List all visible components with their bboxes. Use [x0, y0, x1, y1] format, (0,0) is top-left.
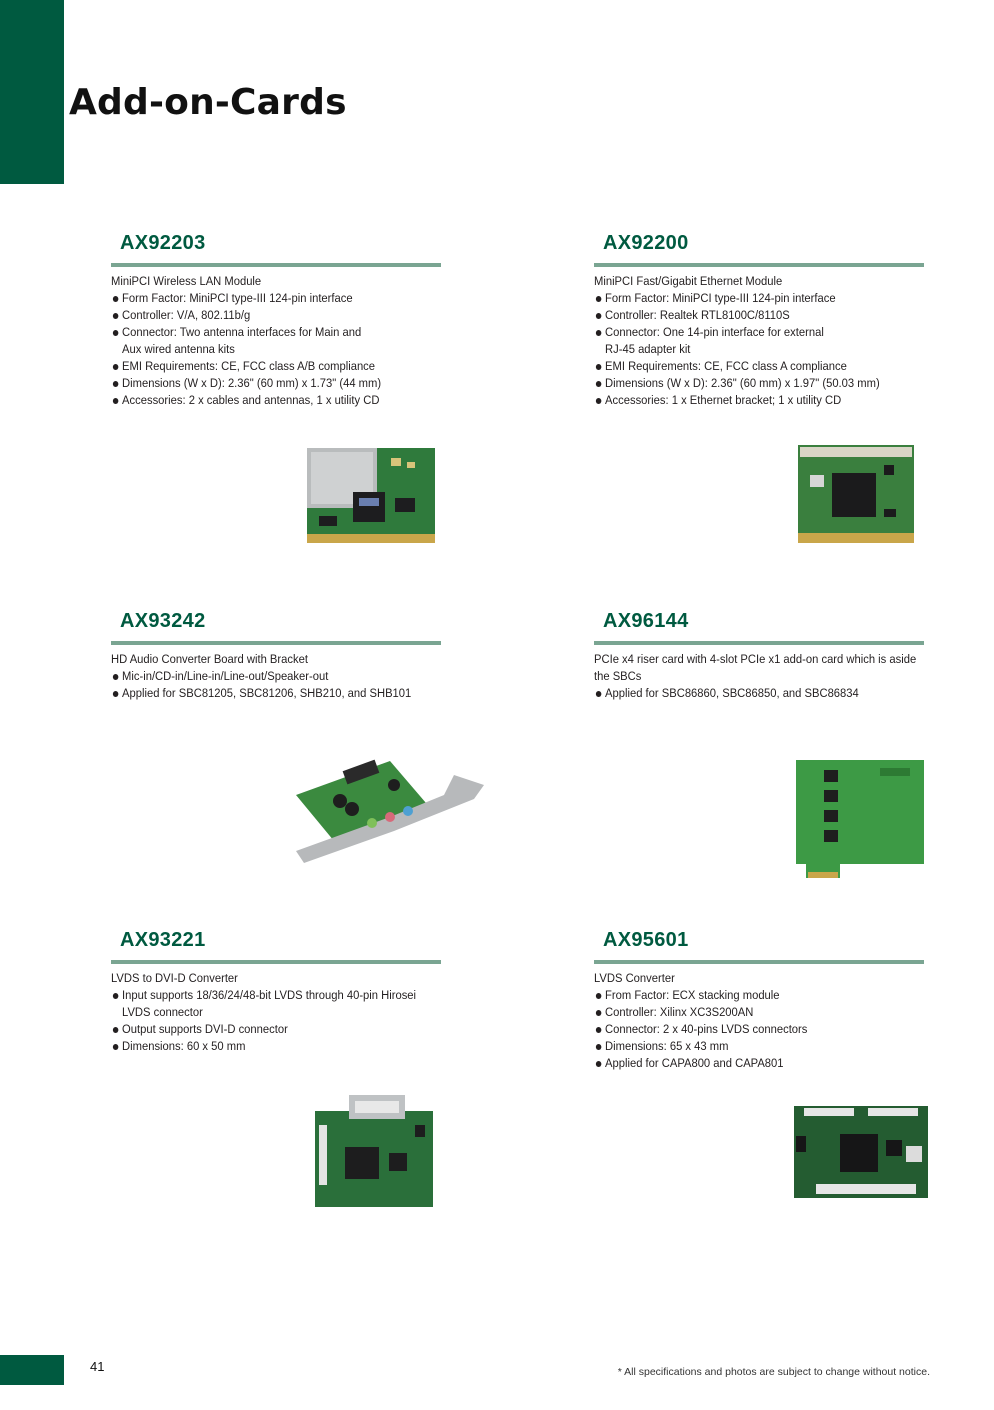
- ax96144-board-image: [796, 760, 926, 878]
- product-description: [594, 651, 934, 702]
- spec-list: [594, 290, 934, 409]
- product-subtitle: HD Audio Converter Board with Bracket: [111, 652, 308, 666]
- product-code: AX95601: [603, 929, 689, 951]
- footer-accent-bar: [0, 1355, 64, 1385]
- section-rule: [594, 641, 924, 645]
- spec-item: Connector: One 14-pin interface for external RJ-45 adapter kit: [594, 324, 844, 358]
- product-subtitle: LVDS to DVI-D Converter: [111, 971, 238, 985]
- spec-item: Form Factor: MiniPCI type-III 124-pin interface: [111, 290, 451, 307]
- product-description: [111, 970, 451, 1055]
- spec-item: Applied for SBC81205, SBC81206, SHB210, and SHB101: [111, 685, 451, 702]
- section-rule: [594, 263, 924, 267]
- ax95601-board-image: [794, 1106, 928, 1198]
- spec-item: Accessories: 2 x cables and antennas, 1 x utility CD: [111, 392, 451, 409]
- header-accent-bar: [0, 0, 64, 184]
- ax93242-board-image: [294, 755, 486, 865]
- ax92200-board-image: [798, 445, 914, 543]
- spec-item: Connector: 2 x 40-pins LVDS connectors: [594, 1021, 934, 1038]
- spec-item: Dimensions: 65 x 43 mm: [594, 1038, 934, 1055]
- spec-list: [111, 668, 451, 702]
- spec-list: [111, 290, 451, 409]
- section-rule: [111, 641, 441, 645]
- spec-list: [594, 685, 934, 702]
- spec-item: Connector: Two antenna interfaces for Main and Aux wired antenna kits: [111, 324, 380, 358]
- page-title: Add-on-Cards: [69, 82, 347, 123]
- spec-item: Mic-in/CD-in/Line-in/Line-out/Speaker-out: [111, 668, 451, 685]
- product-subtitle: MiniPCI Wireless LAN Module: [111, 274, 262, 288]
- spec-item: From Factor: ECX stacking module: [594, 987, 934, 1004]
- spec-item: Controller: Realtek RTL8100C/8110S: [594, 307, 934, 324]
- product-description: [111, 273, 451, 409]
- spec-item: Controller: V/A, 802.11b/g: [111, 307, 451, 324]
- product-description: [111, 651, 451, 702]
- section-rule: [111, 960, 441, 964]
- spec-item: Dimensions (W x D): 2.36" (60 mm) x 1.97" (50.03 mm): [594, 375, 934, 392]
- product-code: AX92200: [603, 232, 689, 254]
- spec-item: Applied for SBC86860, SBC86850, and SBC86834: [594, 685, 934, 702]
- product-code: AX93221: [120, 929, 206, 951]
- page-number: 41: [90, 1359, 105, 1374]
- product-subtitle: LVDS Converter: [594, 971, 675, 985]
- spec-item: Controller: Xilinx XC3S200AN: [594, 1004, 934, 1021]
- product-description: [594, 273, 934, 409]
- spec-item: Form Factor: MiniPCI type-III 124-pin interface: [594, 290, 934, 307]
- spec-item: EMI Requirements: CE, FCC class A compliance: [594, 358, 934, 375]
- product-code: AX92203: [120, 232, 206, 254]
- ax92203-board-image: [307, 448, 435, 543]
- spec-item: Accessories: 1 x Ethernet bracket; 1 x utility CD: [594, 392, 934, 409]
- product-subtitle: PCIe x4 riser card with 4-slot PCIe x1 add-on card which is aside the SBCs: [594, 652, 917, 683]
- spec-list: [111, 987, 451, 1055]
- spec-item: Applied for CAPA800 and CAPA801: [594, 1055, 934, 1072]
- footnote: * All specifications and photos are subject to change without notice.: [617, 1366, 930, 1378]
- spec-item: EMI Requirements: CE, FCC class A/B compliance: [111, 358, 451, 375]
- product-description: [594, 970, 934, 1072]
- product-subtitle: MiniPCI Fast/Gigabit Ethernet Module: [594, 274, 783, 288]
- spec-item: Dimensions (W x D): 2.36" (60 mm) x 1.73" (44 mm): [111, 375, 451, 392]
- spec-list: [594, 987, 934, 1072]
- section-rule: [594, 960, 924, 964]
- product-code: AX93242: [120, 610, 206, 632]
- ax93221-board-image: [315, 1095, 433, 1207]
- section-rule: [111, 263, 441, 267]
- spec-item: Output supports DVI-D connector: [111, 1021, 451, 1038]
- spec-item: Dimensions: 60 x 50 mm: [111, 1038, 451, 1055]
- product-code: AX96144: [603, 610, 689, 632]
- spec-item: Input supports 18/36/24/48-bit LVDS through 40-pin Hirosei LVDS connector: [111, 987, 435, 1021]
